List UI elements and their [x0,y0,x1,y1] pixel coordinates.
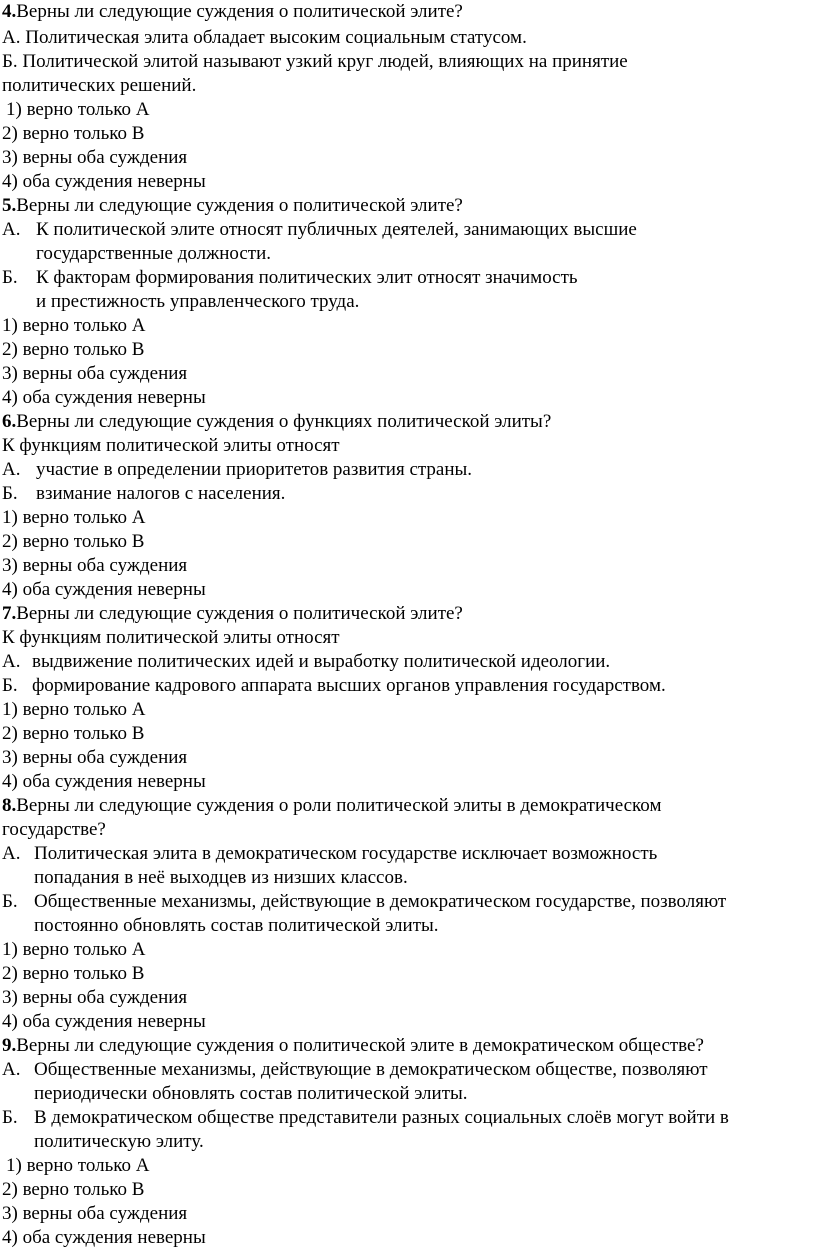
question-4-title [2,0,463,24]
question-number: 8. [2,795,17,816]
statement-b [2,50,628,74]
answer-option: 1) верно только А [2,507,146,528]
question-5-title [2,194,463,218]
question-intro: К функциям политической элиты относят [2,435,340,456]
answer-option: 3) верны оба суждения [2,1203,188,1224]
answer-option: 1) верно только А [2,939,146,960]
statement-a [2,218,637,242]
statement-label: А. [2,219,21,240]
question-number: 5. [2,195,17,216]
statement-text: участие в определении приоритетов развития страны. [36,459,473,480]
statement-text: взимание налогов с населения. [36,483,286,504]
statement-text: К факторам формирования политических элит относят значимость [36,267,578,288]
statement-text: Политической элитой называют узкий круг людей, влияющих на принятие [22,51,628,72]
question-text: Верны ли следующие суждения о функциях политической элиты? [16,411,552,432]
question-number: 7. [2,603,17,624]
statement-label: А. [2,843,21,864]
statement-b [2,266,578,290]
statement-label: Б. [2,1107,18,1128]
question-number: 9. [2,1035,17,1056]
statement-label: Б. [2,51,18,72]
statement-label: Б. [2,483,18,504]
statement-text: выдвижение политических идей и выработку политической идеологии. [32,651,611,672]
question-intro: К функциям политической элиты относят [2,627,340,648]
question-number: 4. [2,1,17,22]
answer-option: 3) верны оба суждения [2,147,188,168]
answer-option: 2) верно только В [2,123,145,144]
statement-text: Политическая элита обладает высоким социальным статусом. [25,27,527,48]
statement-label: А. [2,651,21,672]
statement-a-continued: периодически обновлять состав политической элиты. [34,1083,468,1104]
answer-option: 3) верны оба суждения [2,555,188,576]
statement-b-continued: и престижность управленческого труда. [36,291,360,312]
statement-b [2,890,726,914]
answer-option: 1) верно только А [6,99,150,120]
statement-a [2,458,472,482]
question-7-title [2,602,463,626]
statement-label: А. [2,459,21,480]
statement-a-continued: попадания в неё выходцев из низших классов. [34,867,408,888]
statement-b-continued: политических решений. [2,75,197,96]
answer-option: 4) оба суждения неверны [2,771,206,792]
answer-option: 4) оба суждения неверны [2,1011,206,1032]
statement-label: Б. [2,675,18,696]
answer-option: 1) верно только А [6,1155,150,1176]
statement-a-continued: государственные должности. [36,243,272,264]
statement-text: К политической элите относят публичных деятелей, занимающих высшие [36,219,637,240]
answer-option: 3) верны оба суждения [2,987,188,1008]
answer-option: 4) оба суждения неверны [2,171,206,192]
statement-text: Политическая элита в демократическом государстве исключает возможность [34,843,658,864]
statement-label: Б. [2,267,18,288]
statement-b [2,1106,729,1130]
question-text-continued: государстве? [2,819,106,840]
statement-b-continued: политическую элиту. [34,1131,204,1152]
statement-text: Общественные механизмы, действующие в демократическом государстве, позволяют [34,891,727,912]
statement-a [2,842,657,866]
statement-label: Б. [2,891,18,912]
question-8-title [2,794,661,818]
question-9-title [2,1034,704,1058]
question-text: Верны ли следующие суждения о политической элите? [16,603,463,624]
statement-label: А. [2,27,21,48]
answer-option: 4) оба суждения неверны [2,387,206,408]
answer-option: 2) верно только В [2,339,145,360]
question-text: Верны ли следующие суждения о роли политической элиты в демократическом [16,795,662,816]
question-number: 6. [2,411,17,432]
answer-option: 1) верно только А [2,315,146,336]
statement-b [2,674,666,698]
question-6-title [2,410,551,434]
statement-label: А. [2,1059,21,1080]
answer-option: 4) оба суждения неверны [2,1227,206,1248]
statement-a [2,650,610,674]
answer-option: 2) верно только В [2,1179,145,1200]
answer-option: 3) верны оба суждения [2,363,188,384]
answer-option: 3) верны оба суждения [2,747,188,768]
statement-text: Общественные механизмы, действующие в демократическом обществе, позволяют [34,1059,708,1080]
statement-a [2,1058,708,1082]
statement-text: формирование кадрового аппарата высших органов управления государством. [32,675,666,696]
statement-b-continued: постоянно обновлять состав политической элиты. [34,915,439,936]
question-text: Верны ли следующие суждения о политической элите в демократическом обществе? [16,1035,704,1056]
answer-option: 2) верно только В [2,723,145,744]
statement-text: В демократическом обществе представители разных социальных слоёв могут войти в [34,1107,729,1128]
answer-option: 2) верно только В [2,531,145,552]
question-text: Верны ли следующие суждения о политической элите? [16,195,463,216]
statement-a [2,26,527,50]
answer-option: 2) верно только В [2,963,145,984]
answer-option: 4) оба суждения неверны [2,579,206,600]
answer-option: 1) верно только А [2,699,146,720]
question-text: Верны ли следующие суждения о политической элите? [16,1,463,22]
statement-b [2,482,285,506]
